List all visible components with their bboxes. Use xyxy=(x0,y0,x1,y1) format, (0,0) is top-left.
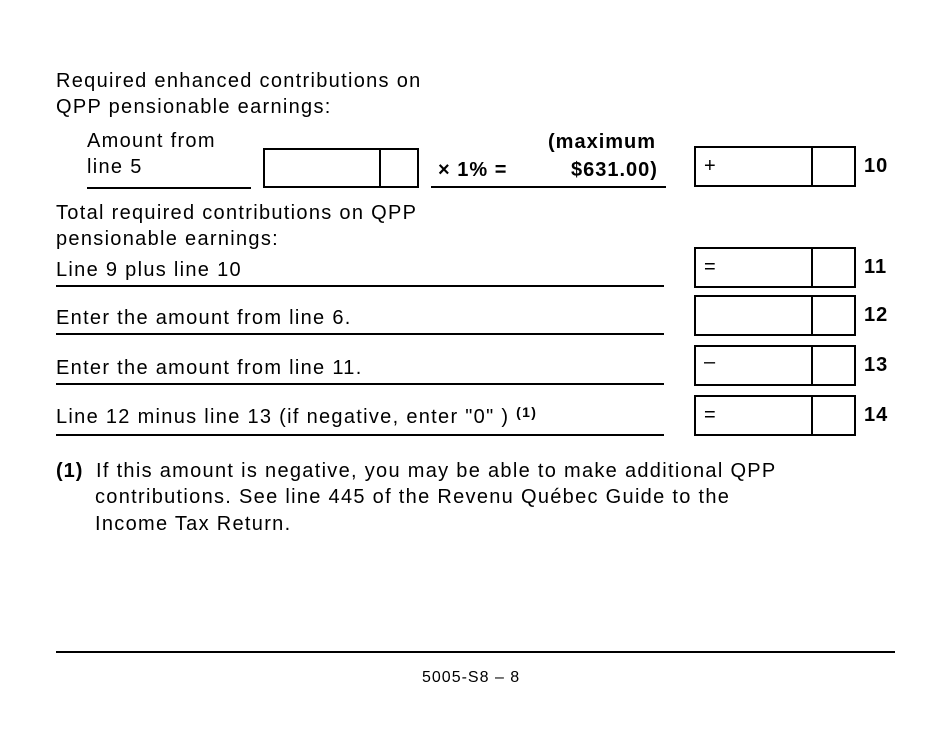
line12-amount-input[interactable] xyxy=(694,295,856,336)
line14-underline xyxy=(56,434,664,436)
footnote-line2: contributions. See line 445 of the Revenu Québec Guide to the xyxy=(95,486,731,508)
footnote-marker: (1) xyxy=(56,460,84,482)
line14-amount-input[interactable] xyxy=(694,395,856,436)
cents-divider xyxy=(811,297,813,334)
section-total-heading-line1: Total required contributions on QPP xyxy=(56,202,418,224)
line11-underline xyxy=(56,285,664,287)
multiply-underline xyxy=(431,186,666,188)
line-number-12: 12 xyxy=(864,304,889,326)
line12-label: Enter the amount from line 6. xyxy=(56,307,352,329)
footnote-ref: (1) xyxy=(516,404,538,420)
line11-label: Line 9 plus line 10 xyxy=(56,259,242,281)
line-number-10: 10 xyxy=(864,155,889,177)
line13-amount-input[interactable] xyxy=(694,345,856,386)
maximum-label-line1: (maximum xyxy=(548,131,657,153)
cents-divider xyxy=(811,397,813,434)
line14-label-wrapper xyxy=(56,404,537,429)
page-number: 5005-S8 – 8 xyxy=(422,669,521,686)
cents-divider xyxy=(379,150,381,186)
line-number-11: 11 xyxy=(864,256,888,278)
line11-amount-input[interactable] xyxy=(694,247,856,288)
equals-sign: = xyxy=(704,404,716,426)
section-enhanced-heading-line2: QPP pensionable earnings: xyxy=(56,96,332,118)
equals-sign: = xyxy=(704,256,716,278)
footer-rule xyxy=(56,651,895,653)
section-enhanced-heading-line1: Required enhanced contributions on xyxy=(56,70,422,92)
line13-underline xyxy=(56,383,664,385)
line-number-13: 13 xyxy=(864,354,889,376)
line5-amount-input[interactable] xyxy=(263,148,419,188)
multiply-one-percent-text: × 1% = xyxy=(438,159,508,181)
cents-divider xyxy=(811,347,813,384)
line12-underline xyxy=(56,333,664,335)
minus-sign: – xyxy=(704,351,716,373)
cents-divider xyxy=(811,148,813,185)
section-total-heading-line2: pensionable earnings: xyxy=(56,228,280,250)
footnote-line3: Income Tax Return. xyxy=(95,513,292,535)
line10-amount-input[interactable] xyxy=(694,146,856,187)
cents-divider xyxy=(811,249,813,286)
footnote-line1: If this amount is negative, you may be able to make additional QPP xyxy=(96,460,777,482)
amount-from-underline xyxy=(87,187,251,189)
amount-from-label-line2: line 5 xyxy=(87,156,143,178)
line13-label: Enter the amount from line 11. xyxy=(56,357,363,379)
amount-from-label-line1: Amount from xyxy=(87,130,216,152)
line-number-14: 14 xyxy=(864,404,889,426)
line14-label: Line 12 minus line 13 (if negative, enter "0" ) xyxy=(56,406,510,428)
plus-sign: + xyxy=(704,155,716,177)
maximum-label-line2: $631.00) xyxy=(571,159,658,181)
